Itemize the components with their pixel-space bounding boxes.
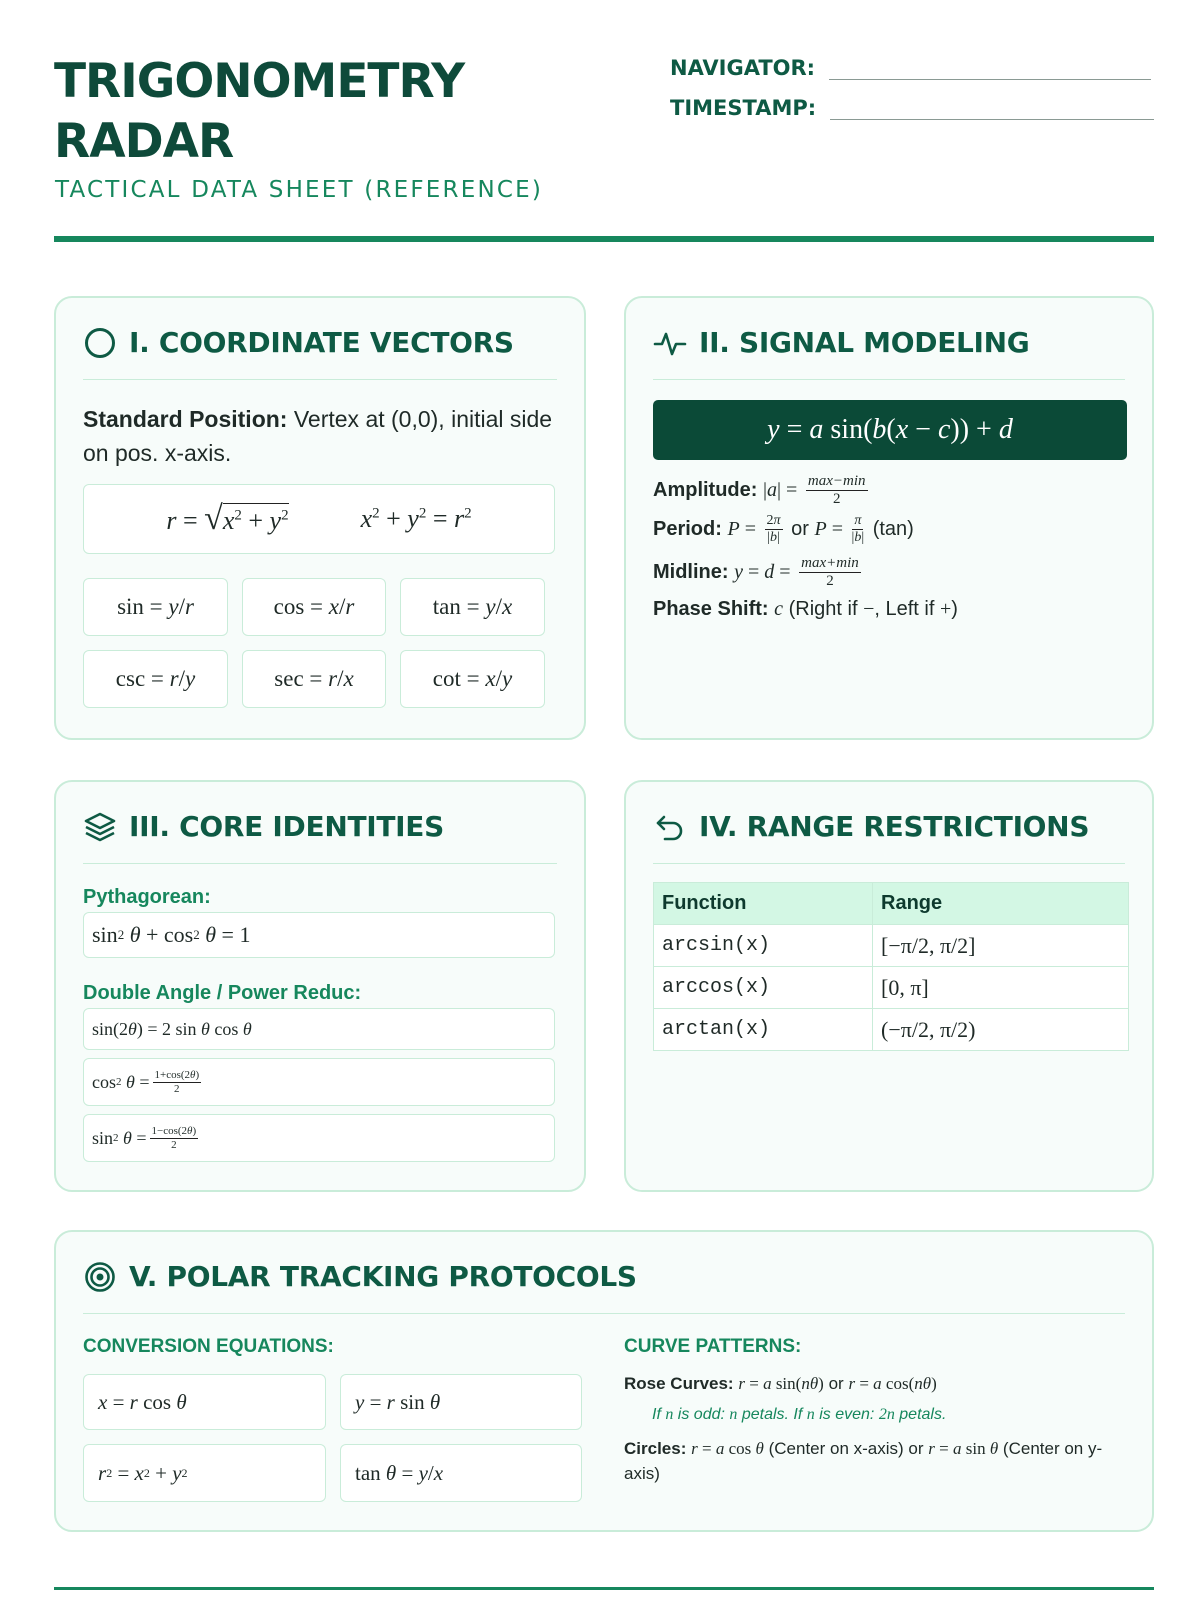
period-label: Period: xyxy=(653,517,722,540)
phase-close: ) xyxy=(951,598,958,620)
undo-arrow-icon xyxy=(653,810,687,844)
period-line: Period: P = $\frac{2\pi}{|b|}$ or P = $\frac{\pi}{|b|}$ (tan) xyxy=(653,513,914,545)
navigator-label: NAVIGATOR: xyxy=(670,56,816,80)
cos-ratio-box: cos = x / r xyxy=(242,578,386,636)
power-reduction-sin: sin 2 θ = $\frac{1-\cos(2\theta)}{2}$ xyxy=(83,1114,555,1162)
column-header-range: Range xyxy=(873,883,1129,925)
range-restrictions-panel xyxy=(624,780,1154,1192)
double-angle-label: Double Angle / Power Reduc: xyxy=(83,982,362,1004)
page-subtitle: TACTICAL DATA SHEET (REFERENCE) xyxy=(55,177,544,203)
footer-divider xyxy=(54,1587,1154,1590)
timestamp-field[interactable] xyxy=(830,98,1154,120)
note-text: petals. xyxy=(899,1406,947,1423)
panel-header xyxy=(83,810,557,864)
rose-curves-line: Rose Curves: r = a sin(nθ) or r = a cos(nθ) xyxy=(624,1374,937,1393)
panel-header xyxy=(653,326,1125,380)
rose-petal-note: If n is odd: n petals. If n is even: 2n petals. xyxy=(652,1406,947,1423)
radius-formula-box xyxy=(83,484,555,554)
note-text: is odd: xyxy=(677,1406,725,1423)
panel-header xyxy=(653,810,1125,864)
period-tan-note: (tan) xyxy=(872,517,914,540)
midline-label: Midline: xyxy=(653,560,729,583)
navigator-row xyxy=(670,56,1151,80)
table-header-row xyxy=(654,883,1129,925)
panel-title: V. POLAR TRACKING PROTOCOLS xyxy=(129,1260,637,1293)
circles-text-a: (Center on x-axis) or xyxy=(768,1439,924,1458)
header-divider xyxy=(54,236,1154,242)
r-squared-conversion: r 2 = x 2 + y 2 xyxy=(83,1444,326,1502)
phase-right-text: (Right if xyxy=(788,598,858,620)
title-line-2: RADAR xyxy=(54,114,234,169)
panel-title: III. CORE IDENTITIES xyxy=(129,810,444,843)
polar-tracking-panel xyxy=(54,1230,1154,1532)
radius-formula: $r = √x^2 + y^2$ xyxy=(166,500,289,537)
column-header-function: Function xyxy=(654,883,873,925)
standard-position-label: Standard Position: xyxy=(83,406,288,432)
function-cell: arccos(x) xyxy=(654,967,873,1009)
x-conversion: x = r cos θ xyxy=(83,1374,326,1430)
timestamp-label: TIMESTAMP: xyxy=(670,96,817,120)
panel-title: II. SIGNAL MODELING xyxy=(699,326,1030,359)
function-cell: arcsin(x) xyxy=(654,925,873,967)
panel-header xyxy=(83,326,557,380)
timestamp-row xyxy=(670,96,1154,120)
double-angle-sin: sin(2 θ ) = 2 sin θ cos θ xyxy=(83,1008,555,1050)
range-table xyxy=(653,882,1129,1051)
layers-icon xyxy=(83,810,117,844)
standard-position-desc: Vertex at (0,0), initial side on pos. x-axis. xyxy=(83,406,553,466)
phase-shift-line: Phase Shift: c (Right if −, Left if +) xyxy=(653,598,958,620)
range-cell: [0, π] xyxy=(873,967,1129,1009)
coordinate-vectors-panel xyxy=(54,296,586,740)
power-reduction-cos: cos 2 θ = $\frac{1+\cos(2\theta)}{2}$ xyxy=(83,1058,555,1106)
circles-label: Circles: xyxy=(624,1439,687,1458)
rose-or: or xyxy=(828,1374,844,1393)
target-icon xyxy=(83,1260,117,1294)
table-row xyxy=(654,925,1129,967)
table-row xyxy=(654,967,1129,1009)
title-line-1: TRIGONOMETRY xyxy=(54,54,465,109)
pythagorean-identity: sin 2 θ + cos 2 θ = 1 xyxy=(83,912,555,958)
csc-ratio-box: csc = r / y xyxy=(83,650,228,708)
circles-line: Circles: r = a cos θ (Center on x-axis) or r = a sin θ (Center on y-axis) xyxy=(624,1439,1103,1483)
cot-ratio-box: cot = x / y xyxy=(400,650,545,708)
rose-curves-label: Rose Curves: xyxy=(624,1374,734,1393)
tan-conversion: tan θ = y / x xyxy=(340,1444,582,1502)
navigator-field[interactable] xyxy=(829,58,1151,80)
range-cell: (−π/2, π/2) xyxy=(873,1009,1129,1051)
pulse-icon xyxy=(653,326,687,360)
panel-header xyxy=(83,1260,1125,1314)
tan-ratio-box: tan = y / x xyxy=(400,578,545,636)
y-conversion: y = r sin θ xyxy=(340,1374,582,1430)
table-row xyxy=(654,1009,1129,1051)
curve-patterns-label: CURVE PATTERNS: xyxy=(624,1336,802,1357)
amplitude-label: Amplitude: xyxy=(653,478,758,501)
sinusoid-formula-bar xyxy=(653,400,1127,460)
circles-text-b: (Center on y-axis) xyxy=(624,1439,1103,1483)
function-cell: arctan(x) xyxy=(654,1009,873,1051)
panel-title: IV. RANGE RESTRICTIONS xyxy=(699,810,1090,843)
circle-icon xyxy=(83,326,117,360)
conversion-equations-label: CONVERSION EQUATIONS: xyxy=(83,1336,334,1357)
core-identities-panel xyxy=(54,780,586,1192)
sinusoid-formula: y = a sin(b(x − c)) + d xyxy=(767,414,1013,445)
sec-ratio-box: sec = r / x xyxy=(242,650,386,708)
phase-shift-label: Phase Shift: xyxy=(653,598,769,620)
page-title xyxy=(54,52,614,172)
range-cell: [−π/2, π/2] xyxy=(873,925,1129,967)
midline-line: Midline: y = d = $\frac{\max+\min}{2}$ xyxy=(653,555,859,589)
phase-left-text: , Left if xyxy=(874,598,935,620)
note-text: If xyxy=(652,1406,661,1423)
signal-modeling-panel xyxy=(624,296,1154,740)
sin-ratio-box: sin = y / r xyxy=(83,578,228,636)
amplitude-line: Amplitude: |a| = $\frac{\max-\min}{2}$ xyxy=(653,473,866,507)
panel-title: I. COORDINATE VECTORS xyxy=(129,326,514,359)
note-text: petals. If xyxy=(741,1406,803,1423)
note-text: is even: xyxy=(819,1406,875,1423)
standard-position-text xyxy=(83,402,553,470)
pythagorean-label: Pythagorean: xyxy=(83,886,211,908)
circle-equation: $x^2 + y^2 = r^2$ xyxy=(360,504,472,533)
period-or: or xyxy=(791,517,809,540)
